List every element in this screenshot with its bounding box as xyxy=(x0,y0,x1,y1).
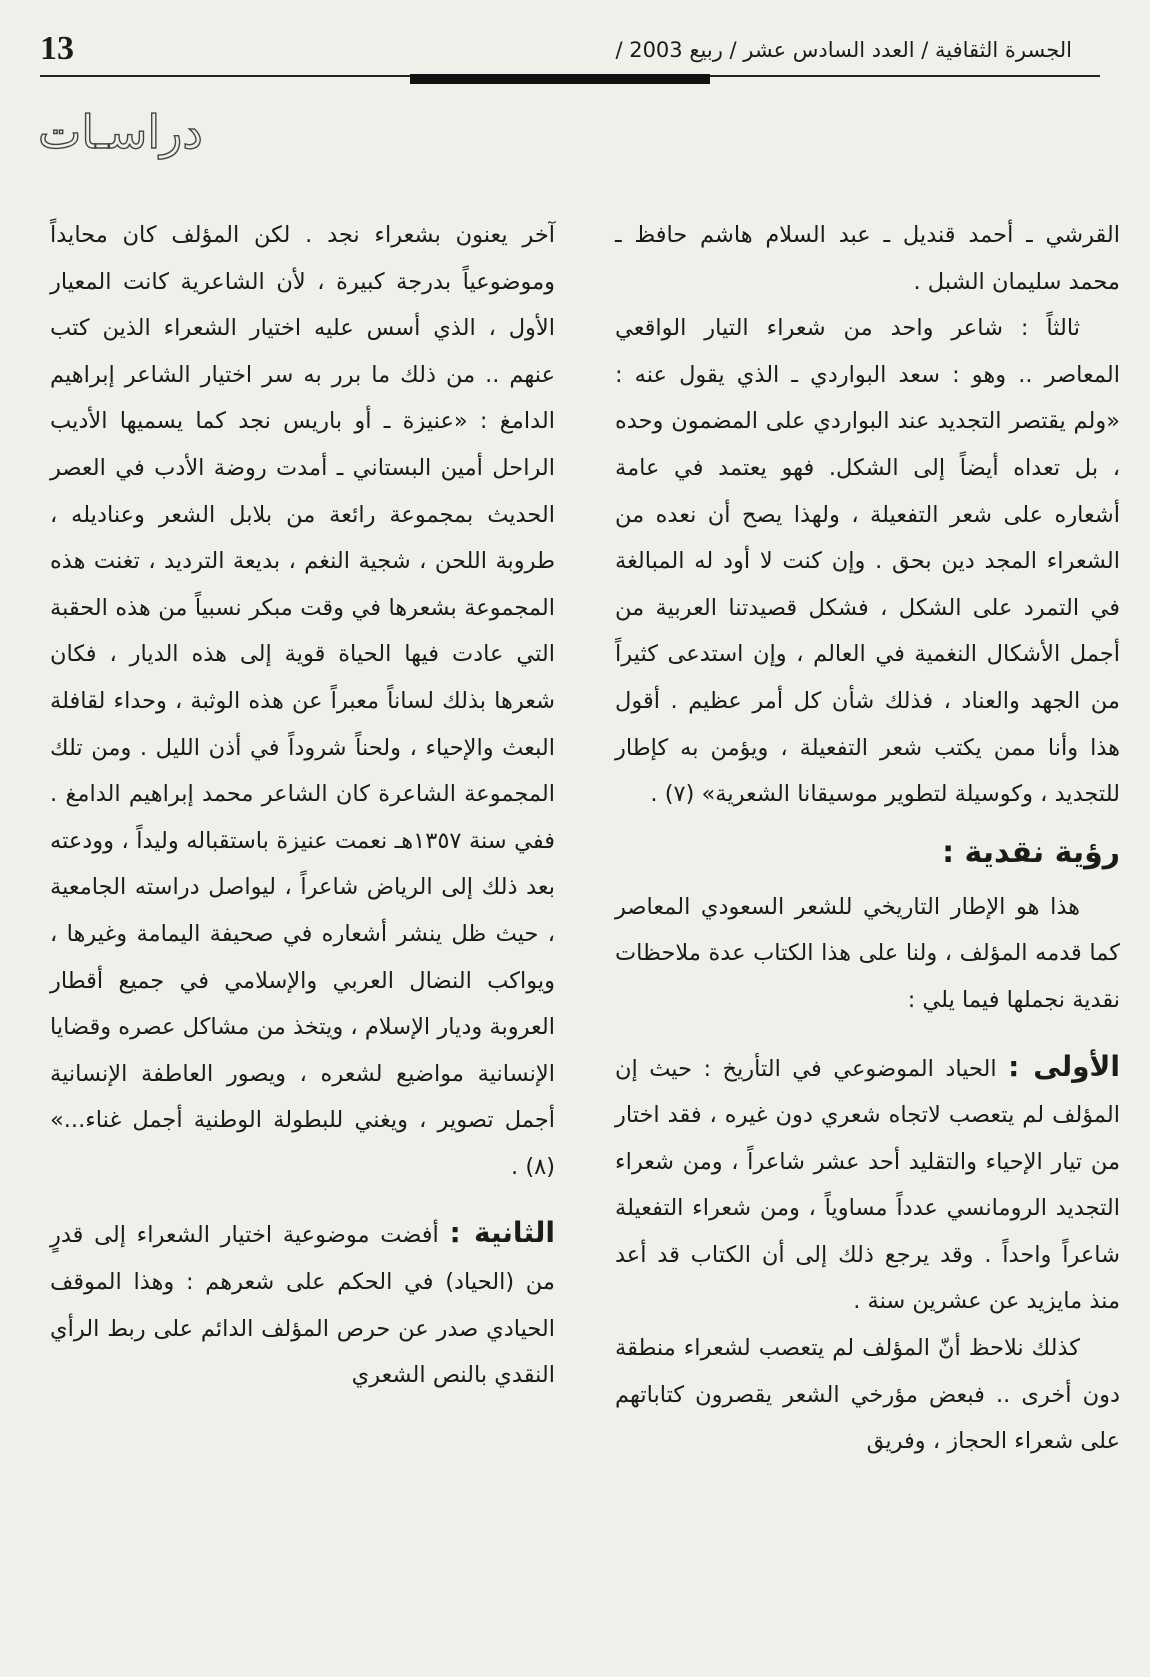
page-number: 13 xyxy=(40,30,74,67)
paragraph xyxy=(615,1044,1120,1326)
left-column xyxy=(50,212,555,1399)
spacer xyxy=(615,1024,1120,1044)
point-lead: الأولى : xyxy=(1008,1049,1120,1083)
header-text: الجسرة الثقافية / العدد السادس عشر / ربيع 2003 / xyxy=(615,38,1072,62)
paragraph: القرشي ـ أحمد قنديل ـ عبد السلام هاشم حافظ ـ محمد سليمان الشبل . xyxy=(615,222,1120,295)
spacer xyxy=(50,1190,555,1210)
paragraph: هذا هو الإطار التاريخي للشعر السعودي المعاصر كما قدمه المؤلف ، ولنا على هذا الكتاب عدة ملاحظات نقدية نجملها فيما يلي : xyxy=(615,893,1120,1013)
point-text: الحياد الموضوعي في التأريخ : حيث إن المؤلف لم يتعصب لاتجاه شعري دون غيره ، فقد اختار من تيار الإحياء والتقليد أحد عشر شاعراً ، ومن شعراء التجديد الرومانسي عدداً مساوياً ، ومن شعراء التفعيلة شاعراً واحداً . وقد يرجع ذلك إلى أن الكتاب قد أعد منذ مايزيد عن عشرين سنة . xyxy=(615,1055,1120,1315)
paragraph xyxy=(50,1210,555,1398)
section-label: دراسـات xyxy=(38,105,203,159)
paragraph: كذلك نلاحظ أنّ المؤلف لم يتعصب لشعراء منطقة دون أخرى .. فبعض مؤرخي الشعر يقصرون كتاباتهم على شعراء الحجاز ، وفريق xyxy=(615,1335,1120,1455)
paragraph: ثالثاً : شاعر واحد من شعراء التيار الواقعي المعاصر .. وهو : سعد البواردي ـ الذي يقول عنه : «ولم يقتصر التجديد عند البواردي على المضمون وحده ، بل تعداه أيضاً إلى الشكل. فهو يعتمد في عامة أشعاره على شعر التفعيلة ، ولهذا يصح أن نعده من الشعراء المجد دين بحق . وإن كنت لا أود له المبالغة في التمرد على الشكل ، فشكل قصيدتنا العربية من أجمل الأشكال النغمية في العالم ، وإن استدعى كثيراً من الجهد والعناد ، فذلك شأن كل أمر عظيم . أقول هذا وأنا ممن يكتب شعر التفعيلة ، ويؤمن به كإطار للتجديد ، وكوسيلة لتطوير موسيقانا الشعرية» (٧) . xyxy=(615,315,1120,808)
section-heading: رؤية نقدية : xyxy=(942,834,1120,870)
header-bar xyxy=(410,74,710,84)
right-column xyxy=(615,212,1120,1465)
page-header xyxy=(40,30,1100,70)
paragraph: آخر يعنون بشعراء نجد . لكن المؤلف كان محايداً وموضوعياً بدرجة كبيرة ، لأن الشاعرية كانت المعيار الأول ، الذي أسس عليه اختيار الشعراء الذين كتب عنهم .. من ذلك ما برر به سر اختيار الشاعر إبراهيم الدامغ : «عنيزة ـ أو باريس نجد كما يسميها الأديب الراحل أمين البستاني ـ أمدت روضة الأدب في العصر الحديث بمجموعة رائعة من بلابل الشعر وعناديله ، طروبة اللحن ، شجية النغم ، بديعة الترديد ، تغنت هذه المجموعة بشعرها في وقت مبكر نسبياً من هذه الحقبة التي عادت فيها الحياة قوية إلى هذه الديار ، فكان شعرها بذلك لساناً معبراً عن هذه الوثبة ، وحداء لقافلة البعث والإحياء ، ولحناً شروداً في أذن الليل . ومن تلك المجموعة الشاعرة كان الشاعر محمد إبراهيم الدامغ . ففي سنة ١٣٥٧هـ نعمت عنيزة باستقباله وليداً ، وودعته بعد ذلك إلى الرياض شاعراً ، ليواصل دراسته الجامعية ، حيث ظل ينشر أشعاره في صحيفة اليمامة وغيرها ، ويواكب النضال العربي والإسلامي في جميع أقطار العروبة وديار الإسلام ، ويتخذ من مشاكل عصره وقضايا الإنسانية مواضيع لشعره ، ويصور العاطفة الإنسانية أجمل تصوير ، ويغني للبطولة الوطنية أجمل غناء...» (٨) . xyxy=(50,222,555,1180)
point-text: أفضت موضوعية اختيار الشعراء إلى قدرٍ من (الحياد) في الحكم على شعرهم : وهذا الموقف الحيادي صدر عن حرص المؤلف الدائم على ربط الرأي النقدي بالنص الشعري xyxy=(50,1222,555,1389)
point-lead: الثانية : xyxy=(449,1216,555,1250)
